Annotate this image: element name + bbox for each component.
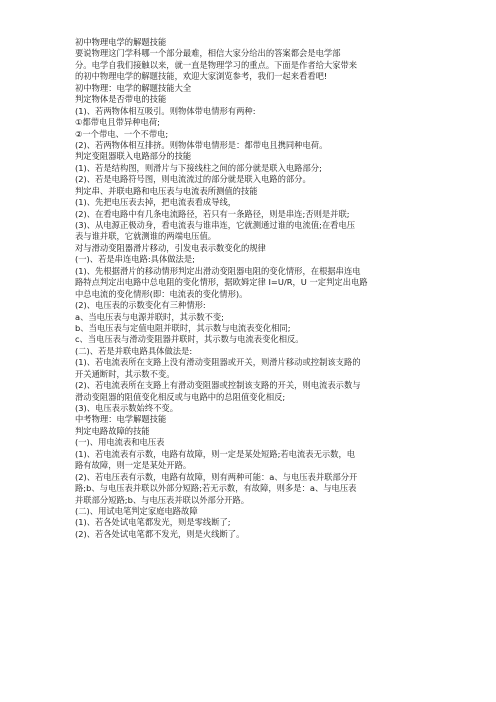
subsection-heading: 判定物体是否带电的技能 [75, 94, 167, 105]
text-line: (2)、电压表的示数变化有三种情形: [75, 300, 206, 311]
text-line: (二)、用试电笔判定家庭电路故障 [75, 505, 198, 516]
text-line: 路有故障，则一定是某处开路。 [75, 460, 192, 471]
text-line: (2)、若各处试电笔都不发光，则是火线断了。 [75, 528, 245, 539]
text-line: 滑动变阻器的阻值变化相反或与电路中的总阻值变化相反; [75, 391, 286, 402]
text-line: a、当电压表与电源并联时，其示数不变; [75, 311, 224, 322]
intro-line-1: 要说物理这门学科哪一个部分最难，相信大家分给出的答案都会是电学部 [75, 48, 341, 59]
text-line: 表与谁并联，它就测谁的两端电压值。 [75, 231, 217, 242]
text-line: (一)、用电流表和电压表 [75, 437, 165, 448]
text-line: (一)、若是串连电路:具体做法是; [75, 254, 195, 265]
text-line: (3)、从电源正极动身，看电流表与谁串连，它就测通过谁的电流值;在看电压 [75, 220, 356, 230]
text-line: 开关通断时，其示数不变。 [75, 368, 175, 379]
text-line: ①都带电且带异种电荷; [75, 117, 160, 128]
section-heading: 初中物理：电学的解题技能大全 [75, 82, 192, 93]
document-page [75, 37, 427, 540]
text-line: (2)、若两物体相互排挤。则物体带电情形是：都带电且携同种电荷。 [75, 139, 328, 150]
subsection-heading: 判定变阻器联入电路部分的技能 [75, 151, 192, 162]
text-line: 路特点判定出电路中总电阻的变化情形，据欧姆定律 I=U/R，U 一定判定出电路 [75, 277, 368, 288]
text-line: ②一个带电、一个不带电; [75, 128, 169, 139]
text-line: (1)、若各处试电笔都发光，则是零线断了; [75, 517, 231, 528]
text-line: (2)、若电流表所在支路上有滑动变阻器或控制该支路的开关，则电流表示数与 [75, 380, 361, 391]
subsection-heading: 判定电路故障的技能 [75, 425, 150, 436]
text-line: (2)、在看电路中有几条电流路径，若只有一条路径，则是串连;否则是并联; [75, 208, 350, 219]
subsection-heading: 判定串、并联电路和电压表与电流表所测值的技能 [75, 185, 258, 196]
text-line: b、当电压表与定值电阻并联时，其示数与电流表变化相同; [75, 322, 291, 333]
text-line: c、当电压表与滑动变阻器并联时，其示数与电流表变化相反。 [75, 334, 304, 345]
text-line: 路;b、与电压表并联以外部分短路;若无示数，有故障，则多是：a、与电压表 [75, 483, 357, 494]
text-line: (1)、若电流表有示数，电路有故障，则一定是某处短路;若电流表无示数，电 [75, 448, 356, 459]
intro-line-2: 分。电学自我们接触以来，就一直是物理学习的重点。下面是作者给大家带来 [75, 59, 358, 70]
text-line: (1)、若电流表所在支路上没有滑动变阻器或开关，则滑片移动或控制该支路的 [75, 357, 361, 368]
section-heading: 中考物理：电学解题技能 [75, 414, 167, 425]
text-line: (3)、电压表示数始终不变。 [75, 403, 179, 413]
text-line: (1)、先根据滑片的移动情形判定出滑动变阻器电阻的变化情形，在根据串连电 [75, 265, 361, 276]
text-line: 并联部分短路;b、与电压表并联以外部分开路。 [75, 494, 250, 505]
text-line: (1)、若是结构图，则滑片与下接线柱之间的部分就是联入电路部分; [75, 162, 322, 173]
text-line: (二)、若是并联电路具体做法是: [75, 345, 193, 356]
text-line: 中总电流的变化情形(即：电流表的变化情形)。 [75, 288, 248, 299]
text-line: (1)、先把电压表去掉，把电流表看成导线， [75, 197, 237, 208]
text-line: (2)、若是电路符号图，则电流流过的部分就是联入电路的部分。 [75, 174, 311, 185]
text-line: (1)、若两物体相互吸引。则物体带电情形有两种: [75, 105, 256, 116]
intro-line-3: 的初中物理电学的解题技能，欢迎大家浏览参考，我们一起来看看吧! [75, 71, 328, 82]
subsection-heading: 对与滑动变阻器滑片移动，引发电表示数变化的规律 [75, 242, 266, 253]
text-line: (2)、若电压表有示数，电路有故障，则有两种可能：a、与电压表并联部分开 [75, 471, 358, 482]
document-title: 初中物理电学的解题技能 [75, 37, 167, 47]
